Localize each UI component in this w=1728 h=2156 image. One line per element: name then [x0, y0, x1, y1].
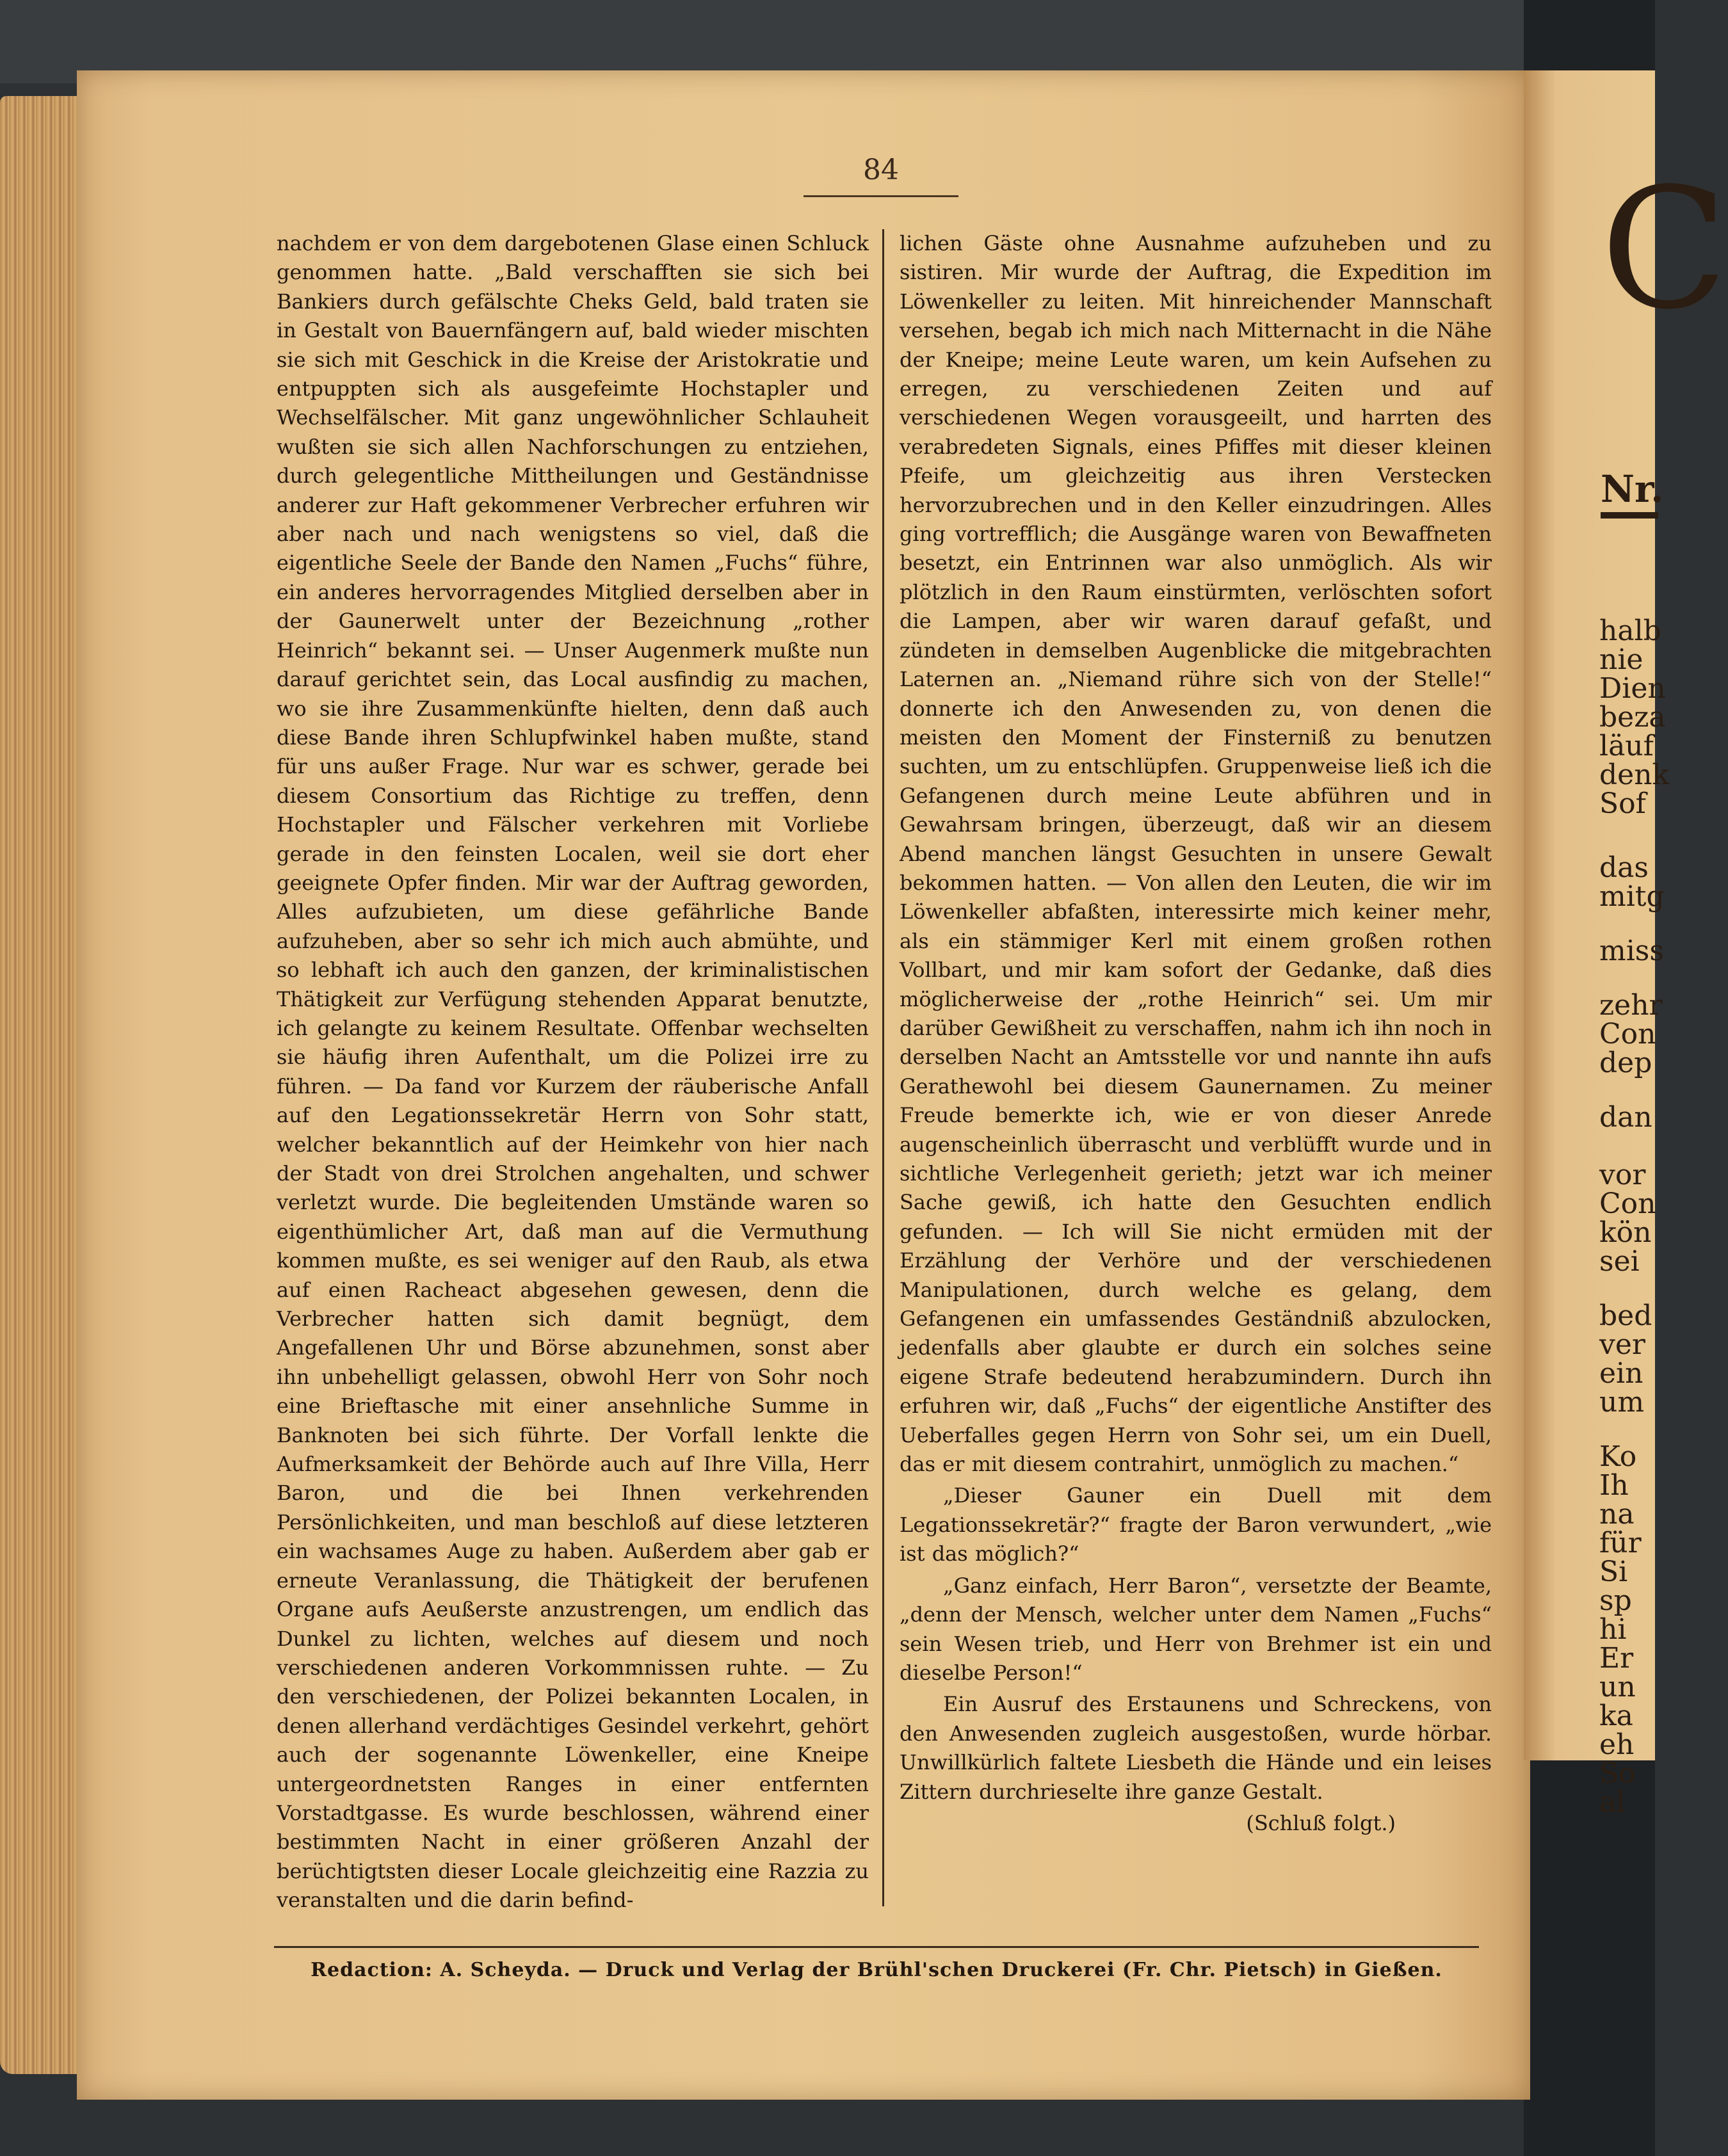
adjacent-page-fragment: läuf [1599, 730, 1654, 762]
adjacent-page-fragment: um [1599, 1386, 1645, 1419]
adjacent-page-fragment: sei [1599, 1245, 1640, 1278]
adjacent-page-fragment: ver [1599, 1328, 1645, 1361]
adjacent-page-fragment: nie [1599, 643, 1643, 676]
paragraph: „Ganz einfach, Herr Baron“, versetzte der Beamte, „denn der Mensch, welcher unter dem Namen „Fuchs“ sein Wesen trieb, und Herr von Brehmer ist ein und dieselbe Person!“ [900, 1573, 1492, 1685]
adjacent-page-fragment: miss [1599, 935, 1664, 967]
imprint-footer: Redaction: A. Scheyda. — Druck und Verlag der Brühl'schen Druckerei (Fr. Chr. Pietsch) in Gießen. [311, 1959, 1442, 1981]
adjacent-page-fragment: Con [1599, 1187, 1656, 1220]
adjacent-page-fragment: dep [1599, 1047, 1652, 1079]
left-text-column [277, 229, 869, 1913]
continuation-note: (Schluß folgt.) [1246, 1810, 1396, 1835]
adjacent-page-fragment: vor [1599, 1159, 1646, 1191]
adjacent-page-nr-label: Nr. [1601, 467, 1664, 511]
adjacent-page-initial: C [1601, 153, 1728, 346]
adjacent-page-fragment: zehr [1599, 989, 1663, 1022]
adjacent-page-fragment: sp [1599, 1584, 1632, 1617]
adjacent-page-fragment: Si [1599, 1556, 1628, 1588]
adjacent-page-fragment: Ih [1599, 1469, 1629, 1502]
right-text-column [900, 229, 1492, 1910]
adjacent-page-fragment: kön [1599, 1216, 1652, 1249]
adjacent-page-fragment: Dien [1599, 672, 1666, 705]
adjacent-page-rule [1601, 512, 1658, 519]
adjacent-page-fragment: Ko [1599, 1440, 1637, 1473]
adjacent-page-fragment: beza [1599, 701, 1666, 734]
paragraph: lichen Gäste ohne Ausnahme aufzuheben und zu sistiren. Mir wurde der Auftrag, die Expedition im Löwenkeller zu leiten. Mit hinreichender Mannschaft versehen, begab ich mich nach Mitternacht in die Nähe der Kneipe; meine Leute waren, um kein Aufsehen zu erregen, zu verschiedenen Zeiten und auf verschiedenen Wegen vorausgeeilt, und harrten des verabredeten Signals, eines Pfiffes mit dieser kleinen Pfeife, um gleichzeitig aus ihren Verstecken hervorzubrechen und in den Keller einzudringen. Alles ging vortrefflich; die Ausgänge waren von Bewaffneten besetzt, ein Entrinnen war also unmöglich. Als wir plötzlich in den Raum einstürmten, verlöschten sofort die Lampen, aber wir waren darauf gefaßt, und zündeten in demselben Augenblicke die mitgebrachten Laternen an. „Niemand rühre sich von der Stelle!“ donnerte ich den Anwesenden zu, von denen die meisten den Moment der Finsterniß zu benutzen suchten, um zu entschlüpfen. Gruppenweise ließ ich die Gefangenen durch meine Leute abführen und in Gewahrsam bringen, überzeugt, daß wir an diesem Abend manchen längst Gesuchten in unsere Gewalt bekommen hatten. — Von allen den Leuten, die wir im Löwenkeller abfaßten, interessirte mich keiner mehr, als ein stämmiger Kerl mit einem großen rothen Vollbart, und mir kam sofort der Gedanke, daß dies möglicherweise der „rothe Heinrich“ sei. Um mir darüber Gewißheit zu verschaffen, nahm ich ihn noch in derselben Nacht an Amtsstelle vor und nannte ihn aufs Gerathewohl bei diesem Gaunernamen. Zu meiner Freude bemerkte ich, wie er von dieser Anrede augenscheinlich überrascht und verblüfft wurde und in sichtliche Verlegenheit gerieth; jetzt war ich meiner Sache gewiß, ich hatte den Gesuchten endlich gefunden. — Ich will Sie nicht ermüden mit der Erzählung der Verhöre und der verschiedenen Manipulationen, durch welche es gelang, dem Gefangenen ein umfassendes Geständniß abzulocken, jedenfalls aber glaubte er durch ein solches seine eigene Strafe bedeutend herabzumindern. Durch ihn erfuhren wir, daß „Fuchs“ der eigentliche Anstifter des Ueberfalles gegen Herrn von Sohr sei, um ein Duell, das er mit diesem contrahirt, unmöglich zu machen.“ [900, 231, 1492, 1477]
adjacent-page-fragment: un [1599, 1671, 1636, 1703]
footer-rule [274, 1946, 1479, 1948]
paragraph: Ein Ausruf des Erstaunens und Schreckens, von den Anwesenden zugleich ausgestoßen, wurde hörbar. Unwillkürlich faltete Liesbeth die Hände und ein leises Zittern durchrieselte ihre ganze Gestalt. [900, 1692, 1492, 1804]
adjacent-page-fragment: bed [1599, 1299, 1652, 1332]
adjacent-page-fragment: ein [1599, 1357, 1643, 1390]
adjacent-page-fragment: Sof [1599, 787, 1646, 820]
adjacent-page-fragment: So [1599, 1757, 1636, 1790]
paragraph: nachdem er von dem dargebotenen Glase einen Schluck genommen hatte. „Bald verschafften sie sich bei Bankiers durch gefälschte Cheks Geld, bald traten sie in Gestalt von Bauernfängern auf, bald wieder mischten sie sich mit Geschick in die Kreise der Aristokratie und entpuppten sich als ausgefeimte Hochstapler und Wechselfälscher. Mit ganz ungewöhnlicher Schlauheit wußten sie sich allen Nachforschungen zu entziehen, durch gelegentliche Mittheilungen und Geständnisse anderer zur Haft gekommener Verbrecher erfuhren wir aber nach und nach wenigstens so viel, daß die eigentliche Seele der Bande den Namen „Fuchs“ führe, ein anderes hervorragendes Mitglied derselben aber in der Gaunerwelt unter der Bezeichnung „rother Heinrich“ bekannt sei. — Unser Augenmerk mußte nun darauf gerichtet sein, das Local ausfindig zu machen, wo sie ihre Zusammenkünfte hielten, denn daß auch diese Bande ihren Schlupfwinkel haben mußte, stand für uns außer Frage. Nur war es schwer, gerade bei diesem Consortium das Richtige zu treffen, denn Hochstapler und Fälscher verkehren mit Vorliebe gerade in den feinsten Localen, weil sie dort eher geeignete Opfer finden. Mir war der Auftrag geworden, Alles aufzubieten, um diese gefährliche Bande aufzuheben, aber so sehr ich mich auch abmühte, und so lebhaft ich auch den ganzen, der kriminalistischen Thätigkeit zur Verfügung stehenden Apparat benutzte, ich gelangte zu keinem Resultate. Offenbar wechselten sie häufig ihren Aufenthalt, um die Polizei irre zu führen. — Da fand vor Kurzem der räuberische Anfall auf den Legationssekretär Herrn von Sohr statt, welcher bekanntlich auf der Heimkehr von hier nach der Stadt von drei Strolchen angehalten, und schwer verletzt wurde. Die begleitenden Umstände waren so eigenthümlicher Art, daß man auf die Vermuthung kommen mußte, es sei weniger auf den Raub, als etwa auf einen Racheact abgesehen gewesen, denn die Verbrecher hatten sich damit begnügt, dem Angefallenen Uhr und Börse abzunehmen, sonst aber ihn unbehelligt gelassen, obwohl Herr von Sohr noch eine Brieftasche mit einer ansehnliche Summe in Banknoten bei sich führte. Der Vorfall lenkte die Aufmerksamkeit der Behörde auch auf Ihre Villa, Herr Baron, und die bei Ihnen verkehrenden Persönlichkeiten, und man beschloß auf diese letzteren ein wachsames Auge zu haben. Außerdem aber gab er erneute Veranlassung, die Thätigkeit der berufenen Organe aufs Aeußerste anzustrengen, um endlich das Dunkel zu lichten, welches auf diesem und noch verschiedenen anderen Vorkommnissen ruhte. — Zu den verschiedenen, der Polizei bekannten Localen, in denen allerhand verdächtiges Gesindel verkehrt, gehört auch der sogenannte Löwenkeller, eine Kneipe untergeordnetsten Ranges in einer entfernten Vorstadtgasse. Es wurde beschlossen, während einer bestimmten Nacht in einer größeren Anzahl der berüchtigtsten dieser Locale gleichzeitig eine Razzia zu veranstalten und die darin befind- [277, 231, 869, 1913]
adjacent-page-fragment: das [1599, 851, 1649, 884]
adjacent-page-fragment: hi [1599, 1613, 1627, 1646]
adjacent-page-fragment: al [1599, 1786, 1626, 1819]
adjacent-page-fragment: mitg [1599, 880, 1665, 913]
adjacent-page-fragment: für [1599, 1527, 1642, 1559]
adjacent-page-fragment: dan [1599, 1101, 1652, 1134]
paragraph: „Dieser Gauner ein Duell mit dem Legationssekretär?“ fragte der Baron verwundert, „wie ist das möglich?“ [900, 1483, 1492, 1566]
adjacent-page-fragment: ka [1599, 1700, 1633, 1732]
column-divider [882, 229, 884, 1906]
adjacent-page-fragment: eh [1599, 1728, 1635, 1761]
adjacent-page-fragment: Er [1599, 1642, 1634, 1675]
page-number-rule [803, 195, 958, 197]
adjacent-page-fragment: na [1599, 1498, 1635, 1531]
page-number: 84 [863, 154, 899, 186]
adjacent-page-fragment: Con [1599, 1018, 1656, 1050]
adjacent-page-fragment: halb [1599, 615, 1661, 647]
adjacent-page-fragment: denk [1599, 759, 1670, 791]
adjacent-page [1524, 70, 1728, 1819]
